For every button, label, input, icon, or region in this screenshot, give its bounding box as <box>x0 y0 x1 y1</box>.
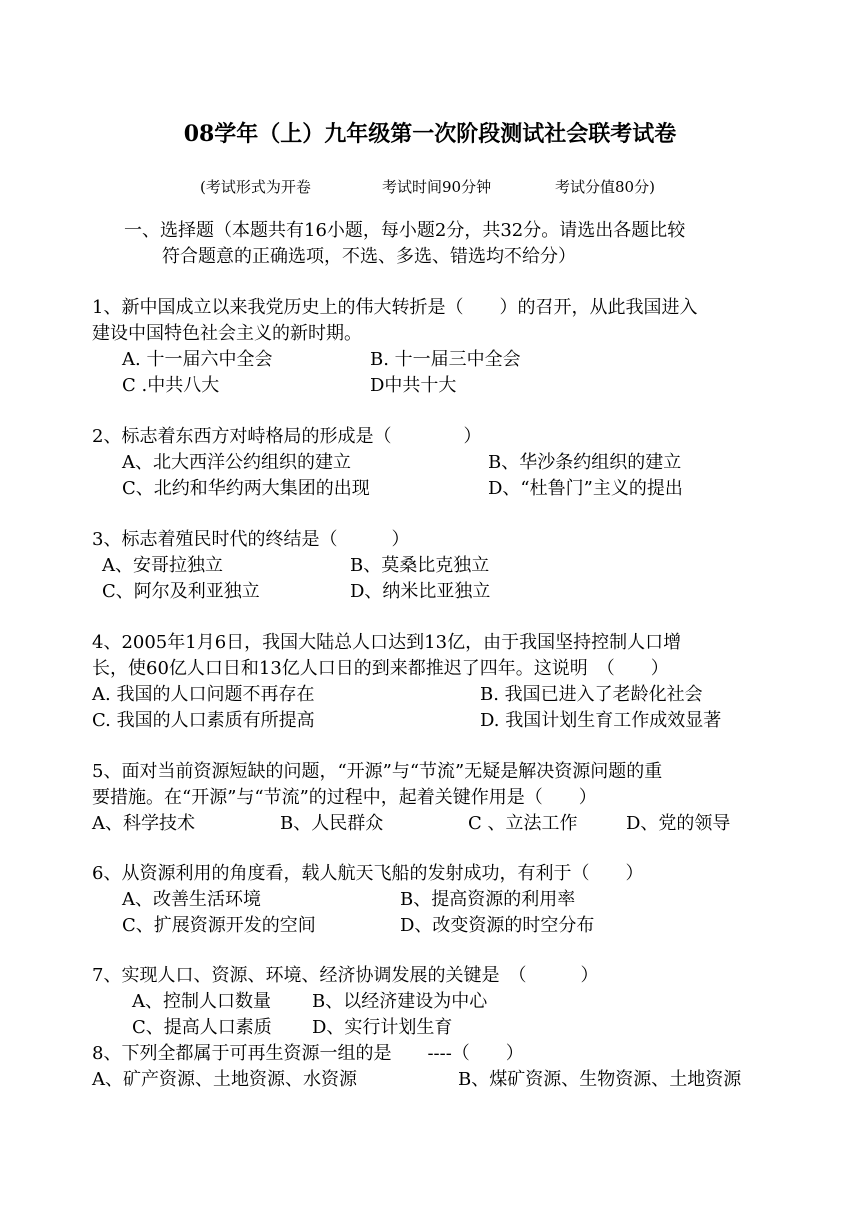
question-5-option-b: B、人民群众 <box>280 813 384 834</box>
question-8-option-b: B、煤矿资源、生物资源、土地资源 <box>458 1069 742 1090</box>
exam-duration: 考试时间90分钟 <box>382 178 492 196</box>
question-3-option-b: B、莫桑比克独立 <box>350 555 490 576</box>
question-7-option-c: C、提高人口素质 <box>132 1017 272 1038</box>
section-heading: 一、选择题（本题共有16小题，每小题2分，共32分。请选出各题比较 <box>124 220 686 241</box>
question-1-option-b: B. 十一届三中全会 <box>370 349 521 370</box>
question-7-option-b: B、以经济建设为中心 <box>312 991 488 1012</box>
question-6-option-a: A、改善生活环境 <box>122 889 261 910</box>
question-5-option-c: C 、立法工作 <box>468 813 578 834</box>
question-6-option-b: B、提高资源的利用率 <box>400 889 576 910</box>
question-3-option-d: D、纳米比亚独立 <box>350 581 491 602</box>
question-1-stem-cont: 建设中国特色社会主义的新时期。 <box>92 323 362 344</box>
exam-score: 考试分值80分) <box>555 178 655 196</box>
question-2-stem: 2、标志着东西方对峙格局的形成是（ ） <box>92 426 482 447</box>
question-6-option-d: D、改变资源的时空分布 <box>400 915 595 936</box>
question-4-option-b: B. 我国已进入了老龄化社会 <box>480 684 703 705</box>
question-8-stem: 8、下列全都属于可再生资源一组的是 ----（ ） <box>92 1043 524 1064</box>
exam-format: (考试形式为开卷 <box>200 178 311 196</box>
question-1-stem: 1、新中国成立以来我党历史上的伟大转折是（ ）的召开，从此我国进入 <box>92 297 698 318</box>
question-1-option-c: C .中共八大 <box>122 375 220 396</box>
section-instructions: 符合题意的正确选项，不选、多选、错选均不给分） <box>162 246 576 267</box>
question-3-stem: 3、标志着殖民时代的终结是（ ） <box>92 529 410 550</box>
question-6-stem: 6、从资源利用的角度看，载人航天飞船的发射成功，有利于（ ） <box>92 863 644 884</box>
question-3-option-c: C、阿尔及利亚独立 <box>102 581 260 602</box>
question-4-stem: 4、2005年1月6日，我国大陆总人口达到13亿，由于我国坚持控制人口增 <box>92 632 682 653</box>
question-4-option-d: D. 我国计划生育工作成效显著 <box>480 710 722 731</box>
question-5-stem-cont: 要措施。在“开源”与“节流”的过程中，起着关键作用是（ ） <box>92 787 597 808</box>
question-6-option-c: C、扩展资源开发的空间 <box>122 915 316 936</box>
question-2-option-d: D、“杜鲁门”主义的提出 <box>488 478 683 499</box>
question-5-option-d: D、党的领导 <box>626 813 731 834</box>
question-1-option-d: D中共十大 <box>370 375 457 396</box>
question-4-stem-cont: 长，使60亿人口日和13亿人口日的到来都推迟了四年。这说明 （ ） <box>92 658 669 679</box>
question-8-option-a: A、矿产资源、土地资源、水资源 <box>92 1069 357 1090</box>
question-7-stem: 7、实现人口、资源、环境、经济协调发展的关键是 （ ） <box>92 965 599 986</box>
question-4-option-c: C. 我国的人口素质有所提高 <box>92 710 315 731</box>
question-2-option-c: C、北约和华约两大集团的出现 <box>122 478 370 499</box>
question-5-stem: 5、面对当前资源短缺的问题，“开源”与“节流”无疑是解决资源问题的重 <box>92 761 663 782</box>
question-1-option-a: A. 十一届六中全会 <box>122 349 273 370</box>
question-7-option-a: A、控制人口数量 <box>132 991 271 1012</box>
question-7-option-d: D、实行计划生育 <box>312 1017 453 1038</box>
question-3-option-a: A、安哥拉独立 <box>102 555 223 576</box>
question-4-option-a: A. 我国的人口问题不再存在 <box>92 684 315 705</box>
exam-title: 08学年（上）九年级第一次阶段测试社会联考试卷 <box>183 121 677 147</box>
question-2-option-a: A、北大西洋公约组织的建立 <box>122 452 351 473</box>
question-2-option-b: B、华沙条约组织的建立 <box>488 452 682 473</box>
question-5-option-a: A、科学技术 <box>92 813 195 834</box>
